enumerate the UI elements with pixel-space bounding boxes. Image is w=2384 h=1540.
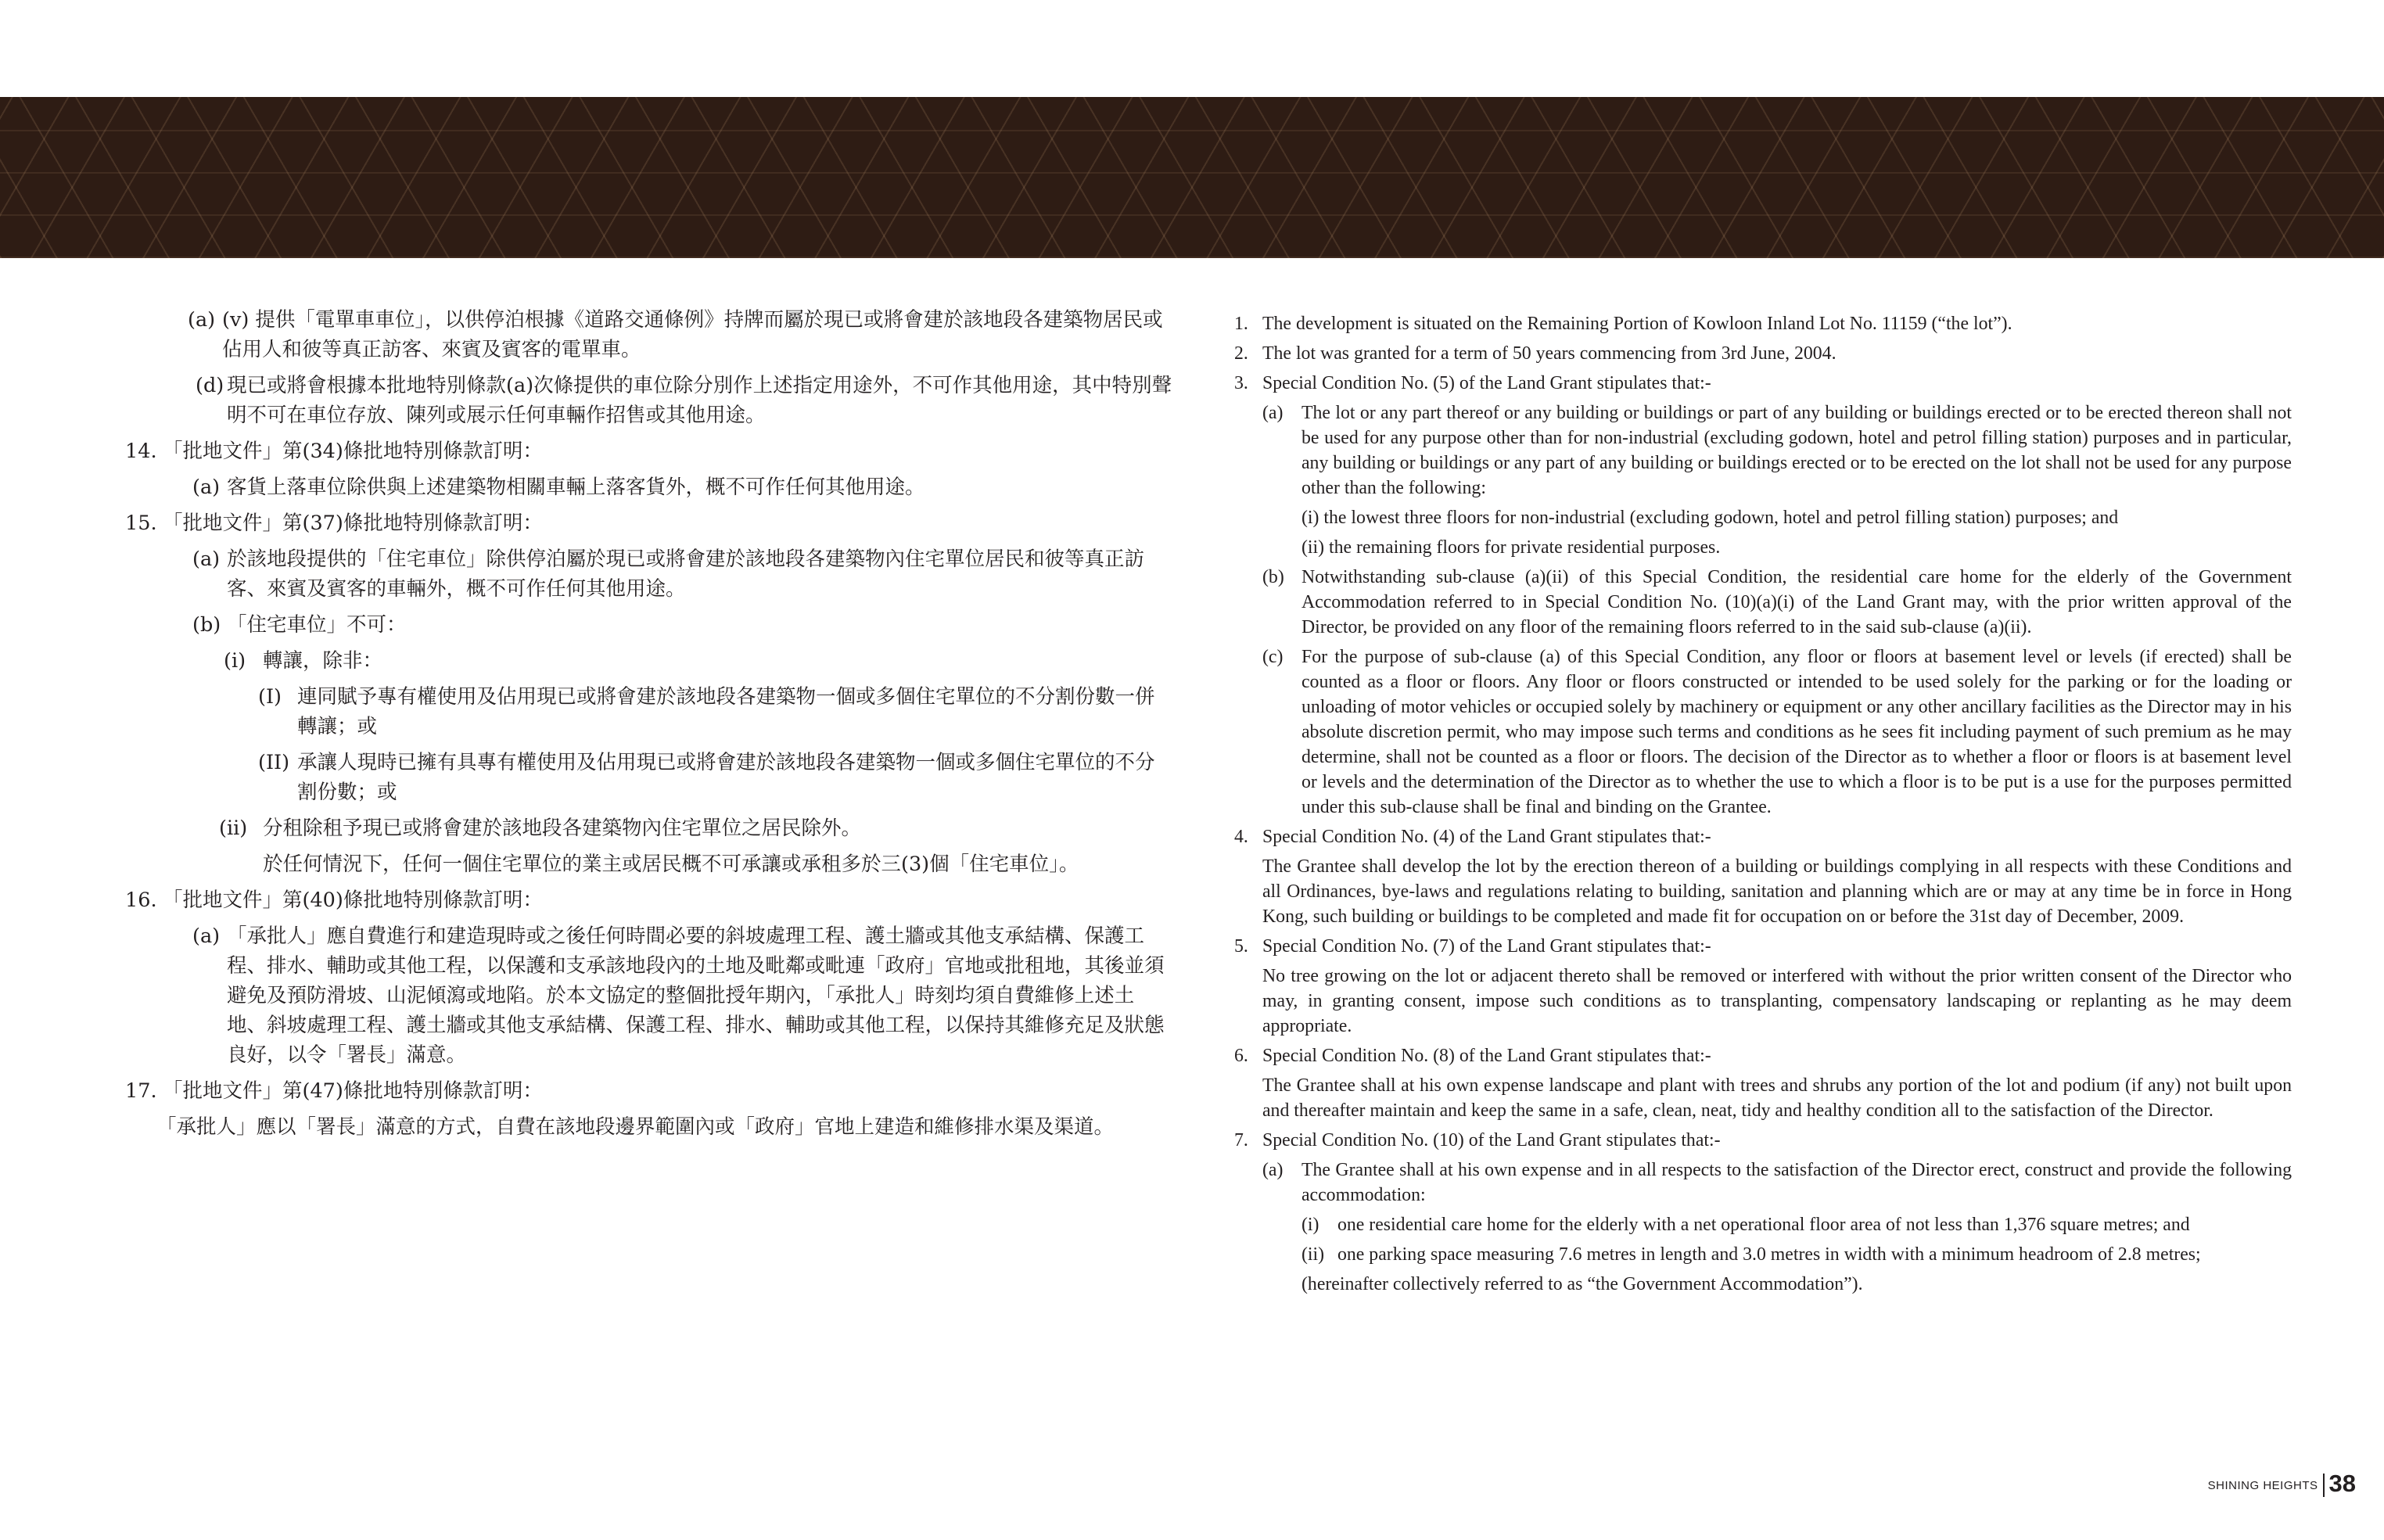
clause-marker: 7.: [1234, 1130, 1248, 1151]
clause-paragraph: [1262, 1158, 2292, 1208]
clause-paragraph: [219, 813, 1173, 843]
decorative-header-banner: [0, 97, 2384, 258]
clause-marker: (a): [188, 308, 216, 332]
clause-marker: (b): [192, 613, 221, 637]
clause-marker: (ii): [219, 817, 248, 840]
clause-marker: (a): [1262, 1160, 1284, 1180]
clause-paragraph: [1234, 824, 2292, 849]
clause-text: The development is situated on the Remaining Portion of Kowloon Inland Lot No. 11159 (“the lot”).: [1262, 314, 2012, 334]
clause-text: 「住宅車位」不可：: [227, 613, 407, 637]
clause-marker: 15.: [125, 512, 157, 535]
clause-paragraph: [1262, 565, 2292, 640]
clause-paragraph: [125, 1076, 1173, 1106]
clause-text: Special Condition No. (5) of the Land Grant stipulates that:-: [1262, 373, 1711, 393]
clause-paragraph: [156, 1112, 1173, 1142]
clause-text: 「批地文件」第(34)條批地特別條款訂明：: [163, 440, 543, 463]
clause-paragraph: [1234, 311, 2292, 336]
clause-text: 於任何情況下，任何一個住宅單位的業主或居民概不可承讓或承租多於三(3)個「住宅車位」。: [263, 853, 1079, 876]
clause-paragraph: [224, 646, 1173, 676]
clause-text: The Grantee shall at his own expense and in all respects to the satisfaction of the Director erect, construct and provide the following accommodation:: [1302, 1160, 2292, 1205]
clause-paragraph: [188, 305, 1173, 364]
clause-paragraph: [1262, 854, 2292, 929]
clause-text: The lot or any part thereof or any building or buildings or part of any building or buildings erected or to be erected thereon shall not be used for any purpose other than for non-industrial (excluding godown, hotel and petrol filling station) purposes and in particular, any building or buildings or any part of any building or buildings erected or to be erected on the lot shall not be used for any purpose other than the following:: [1302, 403, 2292, 498]
clause-paragraph: [1234, 341, 2292, 366]
english-conditions-column: [1234, 311, 2292, 1301]
clause-paragraph: [125, 885, 1173, 915]
clause-marker: 17.: [125, 1079, 157, 1103]
clause-paragraph: [1302, 1212, 2292, 1237]
clause-marker: (i): [224, 649, 246, 673]
clause-paragraph: [196, 371, 1173, 430]
clause-text: 現已或將會根據本批地特別條款(a)次條提供的車位除分別作上述指定用途外，不可作其他用途，其中特別聲明不可在車位存放、陳列或展示任何車輛作招售或其他用途。: [227, 374, 1172, 427]
clause-paragraph: [1262, 400, 2292, 501]
clause-text: Special Condition No. (10) of the Land Grant stipulates that:-: [1262, 1130, 1721, 1151]
clause-text: Special Condition No. (8) of the Land Grant stipulates that:-: [1262, 1046, 1711, 1066]
clause-paragraph: [1262, 644, 2292, 820]
clause-paragraph: [125, 508, 1173, 538]
clause-paragraph: [192, 472, 1173, 502]
clause-text: 於該地段提供的「住宅車位」除供停泊屬於現已或將會建於該地段各建築物內住宅單位居民和彼等真正訪客、來賓及賓客的車輛外，概不可作任何其他用途。: [227, 547, 1145, 601]
clause-text: 轉讓，除非：: [263, 649, 383, 673]
clause-text: one parking space measuring 7.6 metres in length and 3.0 metres in width with a minimum headroom of 2.8 metres;: [1337, 1244, 2201, 1265]
clause-paragraph: [1234, 371, 2292, 396]
clause-paragraph: [1234, 934, 2292, 959]
clause-text: (v) 提供「電單車車位」，以供停泊根據《道路交通條例》持牌而屬於現已或將會建於該地段各建築物居民或佔用人和彼等真正訪客、來賓及賓客的電單車。: [222, 308, 1163, 361]
clause-marker: (b): [1262, 567, 1284, 587]
clause-paragraph: [258, 748, 1173, 807]
clause-text: 「承批人」應以「署長」滿意的方式，自費在該地段邊界範圍內或「政府」官地上建造和維修排水渠及渠道。: [156, 1115, 1115, 1139]
clause-paragraph: [192, 921, 1173, 1070]
clause-text: 連同賦予專有權使用及佔用現已或將會建於該地段各建築物一個或多個住宅單位的不分割份數一併轉讓；或: [297, 685, 1155, 738]
clause-marker: 2.: [1234, 343, 1248, 364]
clause-marker: 14.: [125, 440, 157, 463]
page-number: 38: [2328, 1470, 2356, 1497]
clause-marker: (a): [192, 547, 221, 571]
clause-paragraph: [1302, 1242, 2292, 1267]
clause-text: Special Condition No. (7) of the Land Grant stipulates that:-: [1262, 936, 1711, 957]
clause-paragraph: [125, 436, 1173, 466]
clause-paragraph: [192, 544, 1173, 604]
clause-paragraph: [1302, 1272, 2292, 1297]
clause-marker: 5.: [1234, 936, 1248, 957]
clause-text: No tree growing on the lot or adjacent thereto shall be removed or interfered with without the prior written consent of the Director who may, in granting consent, impose such conditions as to transplanting, compensatory landscaping or replanting as he may deem appropriate.: [1262, 966, 2292, 1036]
clause-paragraph: [192, 610, 1173, 640]
clause-text: (ii) the remaining floors for private residential purposes.: [1302, 537, 1721, 558]
clause-marker: (I): [258, 685, 282, 709]
clause-marker: (i): [1302, 1215, 1319, 1235]
page-footer: [2208, 1466, 2356, 1497]
clause-marker: 1.: [1234, 314, 1248, 334]
clause-text: (i) the lowest three floors for non-industrial (excluding godown, hotel and petrol filling station) purposes; and: [1302, 508, 2119, 528]
clause-marker: (a): [192, 924, 221, 948]
clause-marker: (c): [1262, 647, 1284, 667]
clause-paragraph: [258, 682, 1173, 741]
clause-text: Notwithstanding sub-clause (a)(ii) of this Special Condition, the residential care home for the elderly of the Government Accommodation referred to in Special Condition No. (10)(a)(i) of the Land Grant may, with the prior written approval of the Director, be provided on any floor of the remaining floors referred to in the said sub-clause (a)(ii).: [1302, 567, 2292, 637]
clause-text: (hereinafter collectively referred to as “the Government Accommodation”).: [1302, 1274, 1863, 1294]
clause-text: 「批地文件」第(40)條批地特別條款訂明：: [163, 888, 543, 912]
clause-marker: (II): [258, 751, 290, 774]
clause-text: 「批地文件」第(47)條批地特別條款訂明：: [163, 1079, 543, 1103]
clause-text: one residential care home for the elderly with a net operational floor area of not less than 1,376 square metres; and: [1337, 1215, 2190, 1235]
footer-separator: [2323, 1474, 2325, 1497]
clause-paragraph: [1302, 535, 2292, 560]
clause-text: The Grantee shall develop the lot by the erection thereon of a building or buildings complying in all respects with these Conditions and all Ordinances, bye-laws and regulations relating to building, sanitation and planning which are or may at any time be in force in Hong Kong, such building or buildings to be completed and made fit for occupation on or before the 31st day of December, 2009.: [1262, 856, 2292, 927]
clause-text: 分租除租予現已或將會建於該地段各建築物內住宅單位之居民除外。: [263, 817, 862, 840]
clause-marker: 3.: [1234, 373, 1248, 393]
clause-marker: (d): [196, 374, 224, 397]
clause-text: The lot was granted for a term of 50 years commencing from 3rd June, 2004.: [1262, 343, 1836, 364]
clause-marker: (ii): [1302, 1244, 1325, 1265]
clause-marker: (a): [1262, 403, 1284, 423]
clause-marker: 16.: [125, 888, 157, 912]
clause-paragraph: [1262, 1073, 2292, 1123]
clause-paragraph: [263, 849, 1173, 879]
clause-text: 「批地文件」第(37)條批地特別條款訂明：: [163, 512, 543, 535]
clause-text: 客貨上落車位除供與上述建築物相關車輛上落客貨外，概不可作任何其他用途。: [227, 476, 925, 499]
chinese-conditions-column: [117, 305, 1173, 1148]
clause-paragraph: [1262, 964, 2292, 1039]
clause-paragraph: [1234, 1043, 2292, 1068]
clause-text: For the purpose of sub-clause (a) of this Special Condition, any floor or floors at basement level or levels (if erected) shall be counted as a floor or floors. Any floor or floors constructed or intended to be used solely for the parking or for the loading or unloading of motor vehicles or occupied solely by machinery or equipment or any other ancillary facilities as the Director may in his absolute discretion permit, who may impose such terms and conditions as he sees fit including payment of such premium as he may determine, shall not be counted as a floor or floors. The decision of the Director as to whether a floor or floors is at basement level or levels and the determination of the Director as to whether the use to which a floor is to be put is a use for the purposes permitted under this sub-clause shall be final and binding on the Grantee.: [1302, 647, 2292, 817]
clause-marker: 6.: [1234, 1046, 1248, 1066]
clause-paragraph: [1234, 1128, 2292, 1153]
footer-brand: SHINING HEIGHTS: [2207, 1479, 2318, 1492]
clause-text: 「承批人」應自費進行和建造現時或之後任何時間必要的斜坡處理工程、護土牆或其他支承結構、保護工程、排水、輔助或其他工程，以保護和支承該地段內的土地及毗鄰或毗連「政府」官地或批租地，其後並須避免及預防滑坡、山泥傾瀉或地陷。於本文協定的整個批授年期內，「承批人」時刻均須自費維修上述土地、斜坡處理工程、護土牆或其他支承結構、保護工程、排水、輔助或其他工程，以保持其維修充足及狀態良好，以令「署長」滿意。: [227, 924, 1165, 1067]
clause-text: 承讓人現時已擁有具專有權使用及佔用現已或將會建於該地段各建築物一個或多個住宅單位的不分割份數；或: [297, 751, 1155, 804]
clause-marker: 4.: [1234, 827, 1248, 847]
clause-paragraph: [1302, 505, 2292, 530]
clause-text: The Grantee shall at his own expense landscape and plant with trees and shrubs any portion of the lot and podium (if any) not built upon and thereafter maintain and keep the same in a safe, clean, neat, tidy and healthy condition all to the satisfaction of the Director.: [1262, 1075, 2292, 1121]
clause-marker: (a): [192, 476, 221, 499]
clause-text: Special Condition No. (4) of the Land Grant stipulates that:-: [1262, 827, 1711, 847]
